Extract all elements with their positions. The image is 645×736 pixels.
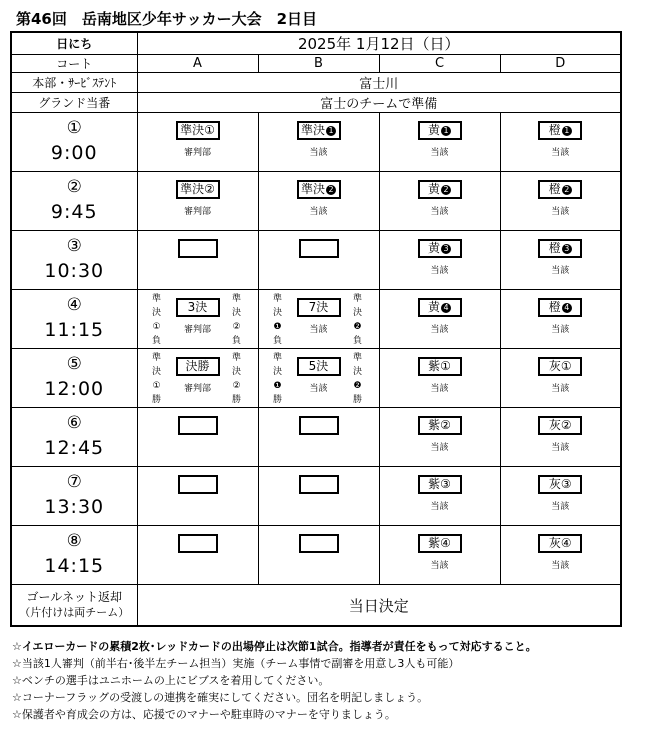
match-cell-b <box>258 526 379 585</box>
referee-label: 審判部 <box>183 384 211 394</box>
match-cell-content <box>501 349 621 407</box>
match-cell-d <box>500 231 621 290</box>
match-cell-content <box>380 231 500 289</box>
match-cell-content <box>138 467 258 525</box>
match-box <box>418 239 462 258</box>
referee-label: 当該 <box>430 384 449 394</box>
slot-time: 12:45 <box>44 436 105 459</box>
referee-label: 当該 <box>551 266 570 276</box>
source-char: ① <box>152 381 161 391</box>
slot-time: 12:00 <box>44 377 105 400</box>
match-label: 橙 <box>548 241 561 255</box>
match-cell-a <box>137 408 258 467</box>
match-cell-content <box>259 408 379 466</box>
source-char: 負 <box>151 336 161 346</box>
match-cell-content <box>259 349 379 407</box>
referee-label: 当該 <box>309 384 328 394</box>
match-number-badge: 1 <box>326 126 336 136</box>
match-label: 黄 <box>427 123 440 137</box>
match-cell-b <box>258 349 379 408</box>
court-label: コート <box>11 55 137 73</box>
source-char: ② <box>232 322 241 332</box>
match-cell-content <box>380 113 500 171</box>
slot-number: ① <box>66 118 82 139</box>
match-number-badge: 1 <box>441 126 451 136</box>
goal-net-value: 当日決定 <box>137 585 621 627</box>
note-line: ☆ベンチの選手はユニホームの上にビブスを着用してください。 <box>12 674 330 687</box>
match-box <box>178 475 218 494</box>
match-cell-content <box>501 113 621 171</box>
source-char: 準 <box>352 294 362 304</box>
referee-label: 審判部 <box>183 207 211 217</box>
time-slot-row <box>11 526 621 585</box>
source-char: 準 <box>272 294 282 304</box>
slot-number: ⑤ <box>66 354 82 375</box>
note-line: ☆コーナーフラッグの受渡しの連携を確実にしてください。団名を明記しましょう。 <box>12 691 429 704</box>
time-slot-cell <box>11 172 137 231</box>
note-line: ☆当該1人審判（前半右･後半左チーム担当）実施（チーム事情で副審を用意し3人も可能） <box>12 657 460 670</box>
match-cell-d <box>500 113 621 172</box>
slot-number: ③ <box>66 236 82 257</box>
match-label: 橙 <box>548 300 561 314</box>
match-box <box>297 121 341 140</box>
match-cell-d <box>500 526 621 585</box>
referee-label: 当該 <box>551 502 570 512</box>
source-char: 準 <box>352 353 362 363</box>
match-label: 紫③ <box>428 477 451 491</box>
match-label: 橙 <box>548 182 561 196</box>
match-cell-c <box>379 172 500 231</box>
source-char: 決 <box>352 308 362 318</box>
match-cell-c <box>379 349 500 408</box>
match-box <box>299 239 339 258</box>
match-box <box>538 298 582 317</box>
match-box <box>418 534 462 553</box>
match-cell-content <box>138 113 258 171</box>
match-box <box>176 357 220 376</box>
match-cell-b <box>258 290 379 349</box>
match-cell-b <box>258 113 379 172</box>
match-label: 7決 <box>308 300 329 314</box>
time-slot-cell <box>11 290 137 349</box>
match-cell-content <box>380 467 500 525</box>
court-header-a: A <box>137 55 258 73</box>
court-header-d: D <box>500 55 621 73</box>
match-number-badge: 2 <box>562 185 572 195</box>
match-cell-d <box>500 349 621 408</box>
match-cell-content <box>380 526 500 584</box>
source-char: 決 <box>151 308 161 318</box>
match-label: 準決 <box>300 182 325 196</box>
match-box <box>538 416 582 435</box>
time-slot-cell <box>11 408 137 467</box>
match-cell-content <box>259 290 379 348</box>
match-box <box>176 121 220 140</box>
match-cell-content <box>138 231 258 289</box>
slot-time: 11:15 <box>44 318 105 341</box>
referee-label: 当該 <box>430 443 449 453</box>
match-cell-content <box>501 526 621 584</box>
match-box <box>178 416 218 435</box>
source-char: ② <box>232 381 241 391</box>
time-slot-cell <box>11 349 137 408</box>
slot-time: 9:45 <box>50 200 98 223</box>
slot-number: ⑥ <box>66 413 82 434</box>
match-cell-content <box>501 290 621 348</box>
match-cell-c <box>379 467 500 526</box>
source-char: ❷ <box>353 381 362 391</box>
source-char: 負 <box>272 336 282 346</box>
match-number-badge: 4 <box>562 303 572 313</box>
match-cell-c <box>379 113 500 172</box>
referee-label: 審判部 <box>183 325 211 335</box>
match-label: 黄 <box>427 182 440 196</box>
match-label: 紫② <box>428 418 451 432</box>
note-line: ☆イエローカードの累積2枚･レッドカードの出場停止は次節1試合。指導者が責任をもって対応すること。 <box>12 640 537 653</box>
match-box <box>418 298 462 317</box>
match-label: 5決 <box>308 359 329 373</box>
time-slot-row <box>11 408 621 467</box>
source-right-label <box>232 292 242 348</box>
match-box <box>538 534 582 553</box>
match-box <box>418 121 462 140</box>
match-cell-a <box>137 526 258 585</box>
slot-time: 13:30 <box>44 495 105 518</box>
note-line: ☆保護者や育成会の方は、応援でのマナーや駐車時のマナーを守りましょう。 <box>12 708 396 721</box>
match-number-badge: 3 <box>441 244 451 254</box>
source-char: 準 <box>231 353 241 363</box>
match-cell-a <box>137 113 258 172</box>
match-box <box>299 416 339 435</box>
match-cell-b <box>258 408 379 467</box>
match-box <box>538 239 582 258</box>
referee-label: 当該 <box>430 148 449 158</box>
match-label: 紫① <box>428 359 451 373</box>
time-slot-row <box>11 467 621 526</box>
time-slot-row <box>11 349 621 408</box>
match-cell-content <box>380 172 500 230</box>
match-box <box>418 416 462 435</box>
source-char: 決 <box>231 367 241 377</box>
match-cell-content <box>259 113 379 171</box>
referee-label: 当該 <box>309 148 328 158</box>
match-label: 灰③ <box>548 477 572 491</box>
ground-duty-label: グランド当番 <box>11 93 137 113</box>
match-box <box>418 357 462 376</box>
match-cell-d <box>500 467 621 526</box>
date-label: 日にち <box>11 32 137 55</box>
source-left-label <box>273 292 283 348</box>
match-box <box>538 475 582 494</box>
match-cell-d <box>500 172 621 231</box>
referee-label: 当該 <box>551 384 570 394</box>
match-box <box>538 357 582 376</box>
court-header-c: C <box>379 55 500 73</box>
match-label: 灰④ <box>548 536 572 550</box>
match-cell-content <box>138 408 258 466</box>
ground-duty-value: 富士のチームで準備 <box>137 93 621 113</box>
time-slot-cell <box>11 231 137 290</box>
match-box <box>418 180 462 199</box>
match-cell-content <box>380 408 500 466</box>
match-label: 3決 <box>187 300 208 314</box>
match-label: 黄 <box>427 300 440 314</box>
match-cell-content <box>259 231 379 289</box>
source-char: 決 <box>272 308 282 318</box>
match-cell-a <box>137 231 258 290</box>
match-box <box>297 180 341 199</box>
referee-label: 当該 <box>551 561 570 571</box>
source-char: 勝 <box>231 395 241 405</box>
match-box <box>176 298 220 317</box>
time-slot-row <box>11 290 621 349</box>
match-label: 灰② <box>548 418 572 432</box>
match-cell-c <box>379 526 500 585</box>
match-label: 橙 <box>548 123 561 137</box>
time-slot-cell <box>11 526 137 585</box>
match-box <box>538 121 582 140</box>
source-char: 勝 <box>151 395 161 405</box>
source-char: 勝 <box>352 395 362 405</box>
match-cell-a <box>137 349 258 408</box>
referee-label: 当該 <box>551 325 570 335</box>
referee-label: 審判部 <box>183 148 211 158</box>
match-label: 黄 <box>427 241 440 255</box>
match-number-badge: 4 <box>441 303 451 313</box>
match-cell-content <box>259 172 379 230</box>
match-cell-c <box>379 408 500 467</box>
source-char: 決 <box>352 367 362 377</box>
match-box <box>418 475 462 494</box>
match-cell-content <box>138 172 258 230</box>
match-box <box>297 298 341 317</box>
slot-number: ⑦ <box>66 472 82 493</box>
time-slot-cell <box>11 113 137 172</box>
time-slot-cell <box>11 467 137 526</box>
slot-time: 14:15 <box>44 554 105 577</box>
hq-label: 本部・ｻｰﾋﾞｽﾃﾝﾄ <box>11 73 137 93</box>
referee-label: 当該 <box>551 148 570 158</box>
source-left-label <box>152 292 162 348</box>
match-label: 準決 <box>300 123 325 137</box>
match-cell-content <box>501 467 621 525</box>
date-value: 2025年 1月12日（日） <box>137 32 621 55</box>
source-char: ① <box>152 322 161 332</box>
match-box <box>178 239 218 258</box>
slot-time: 9:00 <box>50 141 98 164</box>
source-right-label <box>353 351 363 407</box>
match-label: 準決① <box>180 123 215 137</box>
match-number-badge: 2 <box>326 185 336 195</box>
source-char: 勝 <box>272 395 282 405</box>
match-cell-d <box>500 408 621 467</box>
page-title: 第46回 岳南地区少年サッカー大会 2日目 <box>16 10 318 28</box>
match-box <box>538 180 582 199</box>
source-char: ❷ <box>353 322 362 332</box>
referee-label: 当該 <box>430 325 449 335</box>
match-label: 灰① <box>548 359 572 373</box>
goal-net-note: （片付けは両チーム） <box>19 606 130 619</box>
match-box <box>178 534 218 553</box>
source-char: 準 <box>151 294 161 304</box>
match-cell-a <box>137 290 258 349</box>
referee-label: 当該 <box>309 207 328 217</box>
slot-time: 10:30 <box>44 259 105 282</box>
match-cell-content <box>501 231 621 289</box>
referee-label: 当該 <box>551 443 570 453</box>
source-char: 準 <box>151 353 161 363</box>
match-label: 準決② <box>180 182 215 196</box>
match-cell-a <box>137 172 258 231</box>
match-cell-c <box>379 290 500 349</box>
hq-value: 富士川 <box>137 73 621 93</box>
match-number-badge: 2 <box>441 185 451 195</box>
source-char: 負 <box>352 336 362 346</box>
slot-number: ② <box>66 177 82 198</box>
source-left-label <box>273 351 283 407</box>
slot-number: ④ <box>66 295 82 316</box>
slot-number: ⑧ <box>66 531 82 552</box>
match-cell-content <box>259 526 379 584</box>
match-cell-content <box>501 408 621 466</box>
match-label: 紫④ <box>428 536 451 550</box>
match-cell-content <box>138 526 258 584</box>
referee-label: 当該 <box>551 207 570 217</box>
match-cell-c <box>379 231 500 290</box>
source-char: ❶ <box>273 381 282 391</box>
notes <box>12 638 537 723</box>
referee-label: 当該 <box>430 207 449 217</box>
source-right-label <box>353 292 363 348</box>
match-cell-b <box>258 172 379 231</box>
match-box <box>299 475 339 494</box>
source-char: ❶ <box>273 322 282 332</box>
match-box <box>299 534 339 553</box>
match-box <box>297 357 341 376</box>
referee-label: 当該 <box>430 502 449 512</box>
match-cell-a <box>137 467 258 526</box>
referee-label: 当該 <box>309 325 328 335</box>
referee-label: 当該 <box>430 561 449 571</box>
match-cell-content <box>380 349 500 407</box>
referee-label: 当該 <box>430 266 449 276</box>
time-slot-row <box>11 231 621 290</box>
match-label: 決勝 <box>185 359 210 373</box>
match-cell-content <box>380 290 500 348</box>
match-number-badge: 3 <box>562 244 572 254</box>
time-slot-row <box>11 113 621 172</box>
time-slot-row <box>11 172 621 231</box>
match-box <box>176 180 220 199</box>
match-cell-b <box>258 467 379 526</box>
goal-net-label-line: ゴールネット返却 <box>26 590 122 604</box>
source-char: 決 <box>231 308 241 318</box>
schedule-table <box>10 31 622 627</box>
source-char: 負 <box>231 336 241 346</box>
source-char: 準 <box>272 353 282 363</box>
match-cell-content <box>138 349 258 407</box>
match-cell-content <box>259 467 379 525</box>
source-char: 決 <box>151 367 161 377</box>
goal-net-row <box>11 585 621 627</box>
match-cell-b <box>258 231 379 290</box>
goal-net-label <box>11 585 137 627</box>
match-number-badge: 1 <box>562 126 572 136</box>
source-char: 決 <box>272 367 282 377</box>
source-right-label <box>232 351 242 407</box>
source-left-label <box>152 351 162 407</box>
match-cell-content <box>501 172 621 230</box>
source-char: 準 <box>231 294 241 304</box>
match-cell-d <box>500 290 621 349</box>
match-cell-content <box>138 290 258 348</box>
court-header-b: B <box>258 55 379 73</box>
